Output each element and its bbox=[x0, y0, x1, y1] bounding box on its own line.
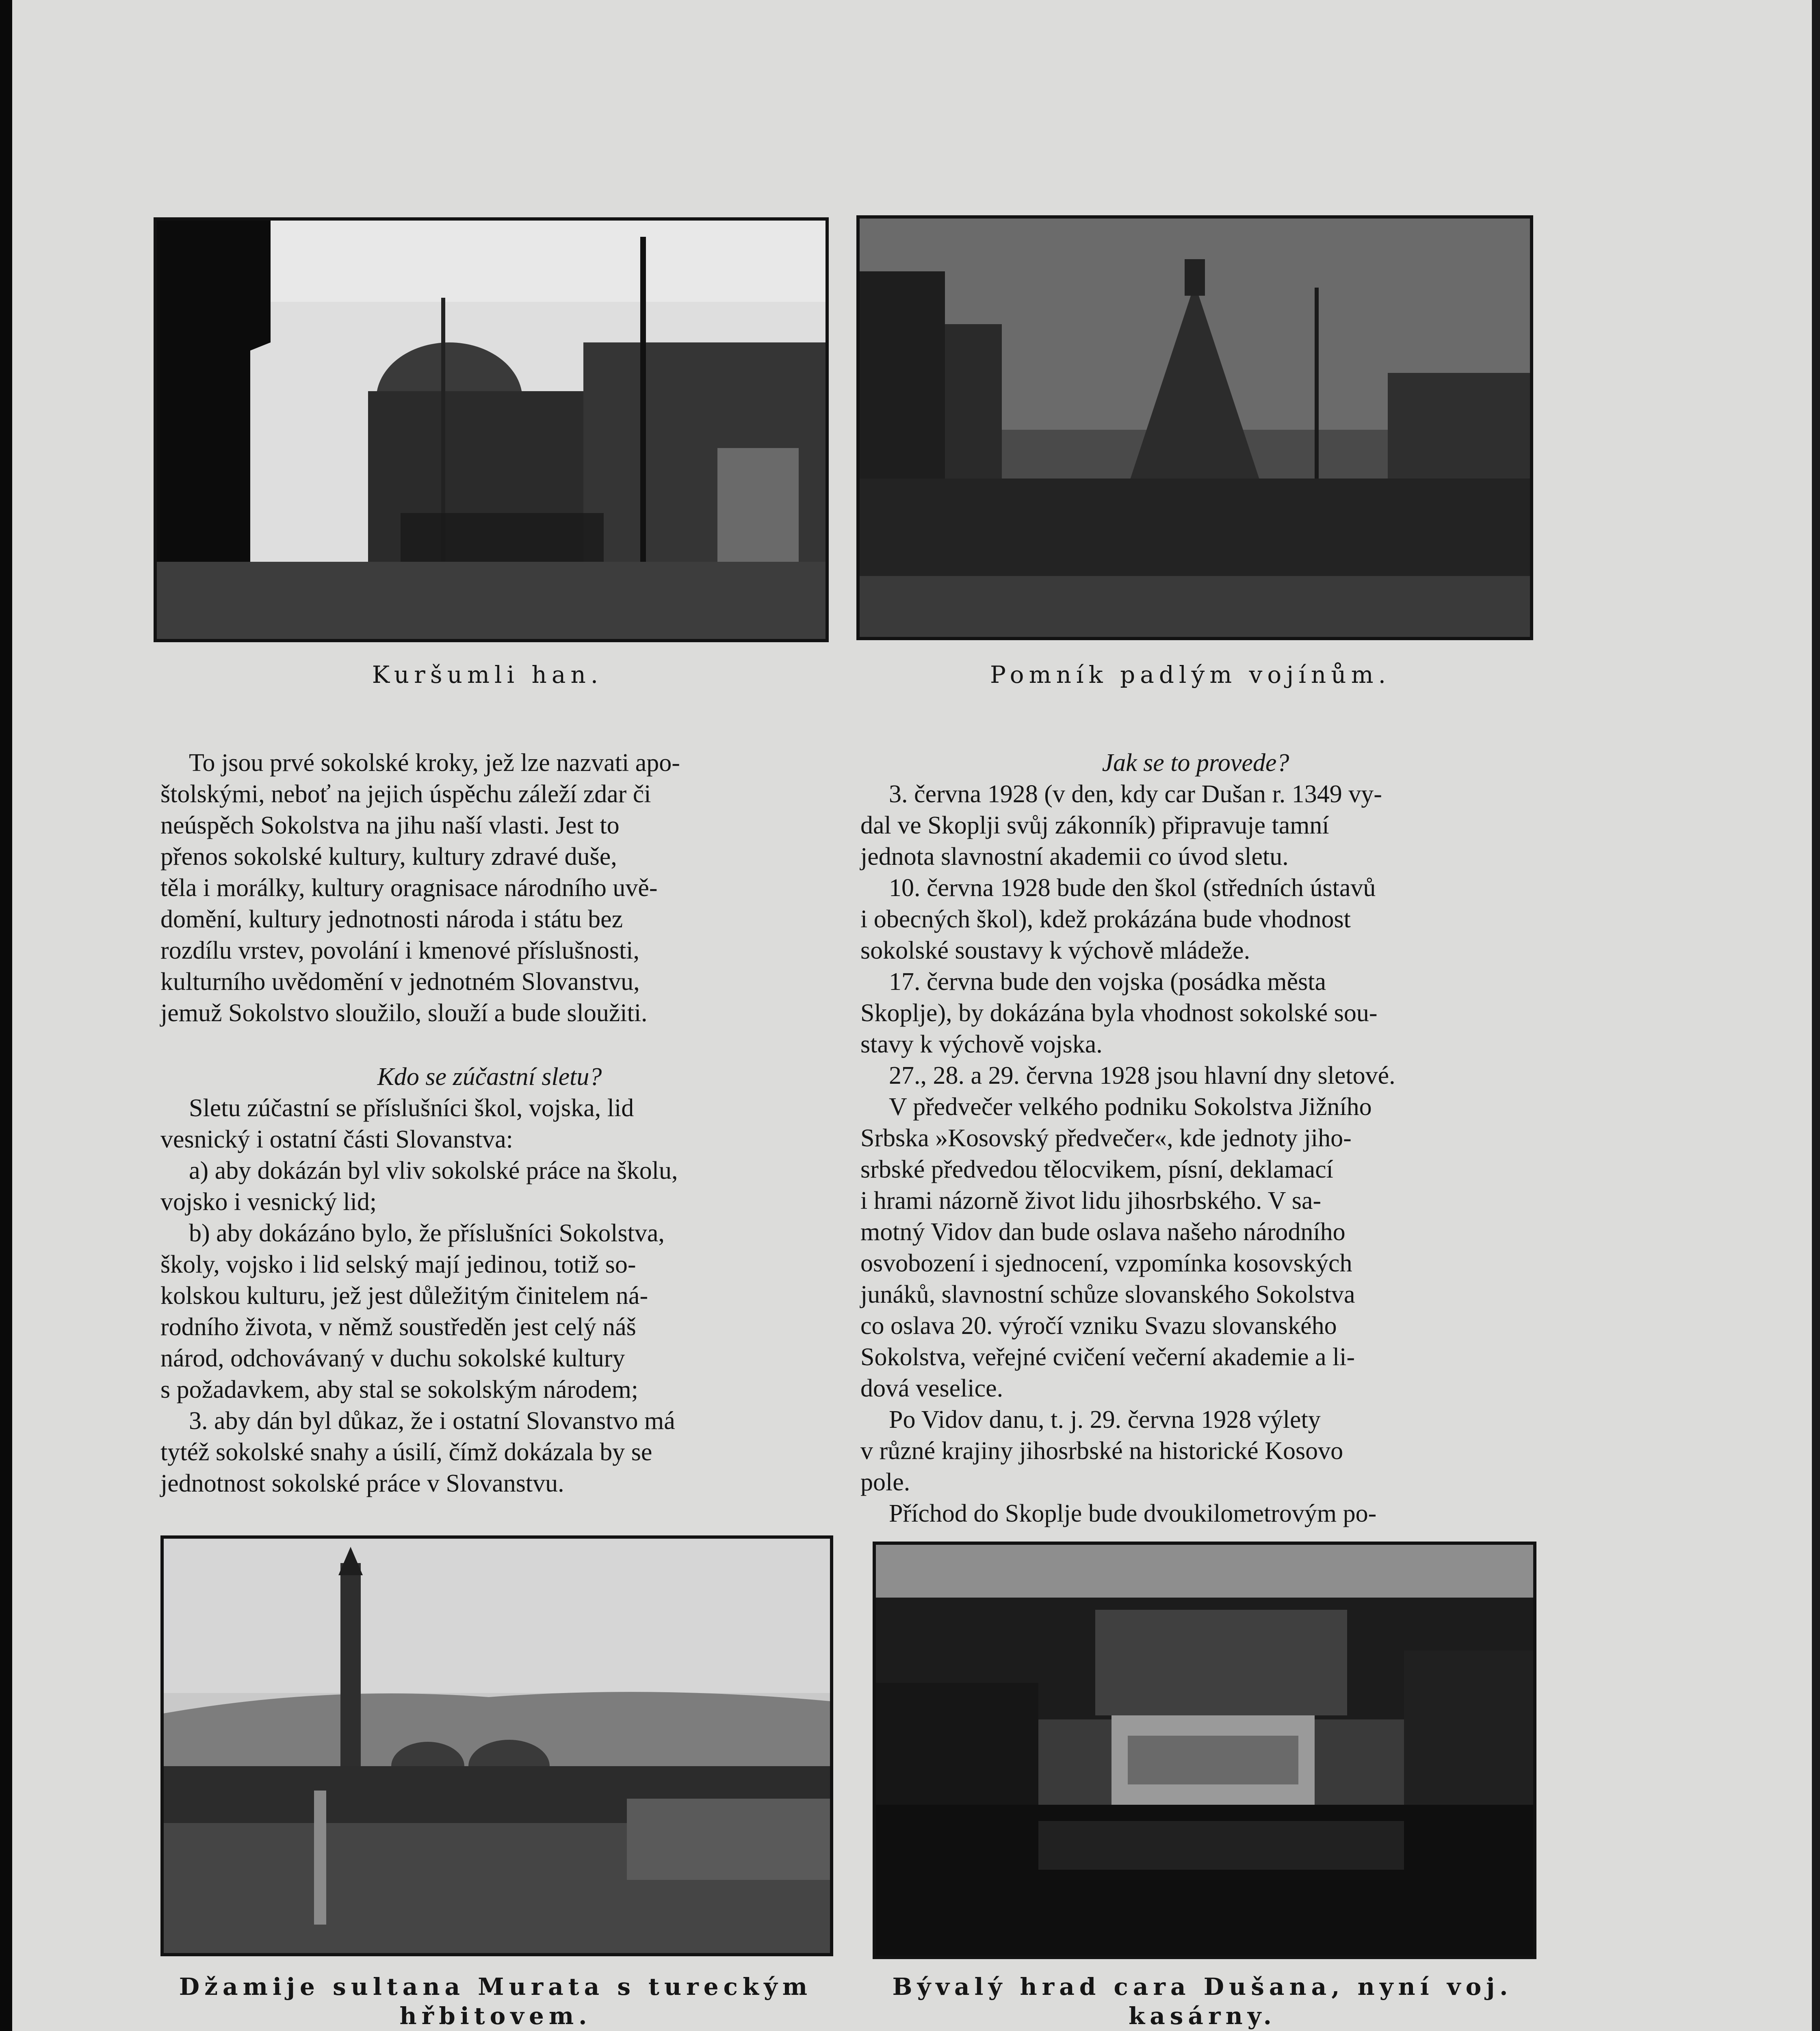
schedule-line: co oslava 20. výročí vzniku Svazu slovanského bbox=[860, 1312, 1337, 1340]
schedule-line: 27., 28. a 29. června 1928 jsou hlavní dny sletové. bbox=[889, 1062, 1395, 1089]
right-column bbox=[860, 747, 1531, 1529]
schedule-line: 17. června bude den vojska (posádka města bbox=[889, 968, 1326, 996]
schedule-line: 10. června 1928 bude den škol (středních ústavů bbox=[889, 874, 1376, 902]
body-line: vojsko i vesnický lid; bbox=[160, 1188, 377, 1216]
photo-hrad bbox=[873, 1542, 1536, 1959]
section-heading-participants: Kdo se zúčastní sletu? bbox=[377, 1063, 602, 1091]
intro-line: neúspěch Sokolstva na jihu naší vlasti. Jest to bbox=[160, 812, 620, 839]
caption-dzamije-line1: Džamije sultana Murata s tureckým bbox=[179, 1973, 812, 2001]
photo-kursumli-han bbox=[154, 217, 829, 642]
schedule-line: Po Vidov danu, t. j. 29. června 1928 výlety bbox=[889, 1406, 1321, 1433]
pomnik-illustration bbox=[860, 219, 1530, 637]
body-line: 3. aby dán byl důkaz, že i ostatní Slovanstvo má bbox=[189, 1407, 675, 1435]
schedule-line: pole. bbox=[860, 1468, 910, 1496]
schedule-line: dal ve Skoplji svůj zákonník) připravuje tamní bbox=[860, 812, 1329, 839]
caption-dzamije bbox=[146, 1972, 845, 2031]
intro-line: přenos sokolské kultury, kultury zdravé duše, bbox=[160, 843, 617, 870]
intro-line: jemuž Sokolstvo sloužilo, slouží a bude sloužiti. bbox=[160, 999, 648, 1027]
schedule-line: dová veselice. bbox=[860, 1375, 1003, 1402]
schedule-line: motný Vidov dan bude oslava našeho národního bbox=[860, 1218, 1346, 1246]
body-line: kolskou kulturu, jež jest důležitým činitelem ná- bbox=[160, 1282, 648, 1310]
body-line: rodního života, v němž soustředěn jest celý náš bbox=[160, 1313, 636, 1341]
body-line: národ, odchovávaný v duchu sokolské kultury bbox=[160, 1345, 625, 1372]
body-line: s požadavkem, aby stal se sokolským národem; bbox=[160, 1376, 639, 1403]
dzamije-illustration bbox=[164, 1539, 830, 1953]
schedule-line: v různé krajiny jihosrbské na historické Kosovo bbox=[860, 1437, 1343, 1465]
caption-hrad-line1: Bývalý hrad cara Dušana, nyní voj. bbox=[892, 1973, 1513, 2001]
kursumli-han-illustration bbox=[157, 221, 826, 639]
schedule-line: Sokolstva, veřejné cvičení večerní akademie a li- bbox=[860, 1343, 1355, 1371]
intro-line: To jsou prvé sokolské kroky, jež lze nazvati apo- bbox=[189, 749, 680, 777]
schedule-line: i obecných škol), kdež prokázána bude vhodnost bbox=[860, 905, 1351, 933]
intro-line: těla i morálky, kultury oragnisace národního uvě- bbox=[160, 874, 658, 902]
intro-line: rozdílu vrstev, povolání i kmenové příslušnosti, bbox=[160, 937, 639, 964]
schedule-line: Srbska »Kosovský předvečer«, kde jednoty jiho- bbox=[860, 1124, 1352, 1152]
caption-pomnik: Pomník padlým vojínům. bbox=[990, 661, 1391, 689]
schedule-line: jednota slavnostní akademii co úvod sletu. bbox=[860, 843, 1289, 870]
scan-border-right bbox=[1812, 0, 1820, 2031]
caption-kursumli-han: Kuršumli han. bbox=[372, 661, 603, 689]
body-line: b) aby dokázáno bylo, že příslušníci Sokolstva, bbox=[189, 1219, 665, 1247]
caption-dzamije-line2: hřbitovem. bbox=[399, 2002, 592, 2030]
scan-border-left bbox=[0, 0, 12, 2031]
hrad-illustration bbox=[876, 1545, 1533, 1956]
schedule-line: Skoplje), by dokázána byla vhodnost sokolské sou- bbox=[860, 999, 1378, 1027]
left-column bbox=[160, 747, 819, 1499]
section-heading-schedule: Jak se to provede? bbox=[1102, 749, 1289, 777]
schedule-line: sokolské soustavy k výchově mládeže. bbox=[860, 937, 1250, 964]
schedule-line: srbské předvedou tělocvikem, písní, deklamací bbox=[860, 1156, 1333, 1183]
caption-hrad-line2: kasárny. bbox=[1129, 2002, 1276, 2030]
body-line: tytéž sokolské snahy a úsilí, čímž dokázala by se bbox=[160, 1438, 652, 1466]
body-line: Sletu zúčastní se příslušníci škol, vojska, lid bbox=[189, 1094, 634, 1122]
schedule-line: osvobození i sjednocení, vzpomínka kosovských bbox=[860, 1249, 1352, 1277]
schedule-line: 3. června 1928 (v den, kdy car Dušan r. 1349 vy- bbox=[889, 780, 1382, 808]
body-line: jednotnost sokolské práce v Slovanstvu. bbox=[160, 1470, 564, 1497]
intro-line: domění, kultury jednotnosti národa i státu bez bbox=[160, 905, 623, 933]
schedule-line: V předvečer velkého podniku Sokolstva Jižního bbox=[889, 1093, 1372, 1121]
body-line: vesnický i ostatní části Slovanstva: bbox=[160, 1126, 513, 1153]
schedule-line: junáků, slavnostní schůze slovanského Sokolstva bbox=[860, 1281, 1355, 1308]
intro-line: štolskými, neboť na jejich úspěchu záleží zdar či bbox=[160, 780, 651, 808]
schedule-line: Příchod do Skoplje bude dvoukilometrovým po- bbox=[889, 1500, 1377, 1527]
intro-line: kulturního uvědomění v jednotném Slovanstvu, bbox=[160, 968, 640, 996]
schedule-line: stavy k výchově vojska. bbox=[860, 1031, 1103, 1058]
body-line: školy, vojsko i lid selský mají jedinou, totiž so- bbox=[160, 1251, 636, 1278]
body-line: a) aby dokázán byl vliv sokolské práce na školu, bbox=[189, 1157, 678, 1184]
photo-pomnik bbox=[856, 215, 1533, 640]
photo-dzamije bbox=[160, 1535, 833, 1956]
schedule-line: i hrami názorně život lidu jihosrbského. V sa- bbox=[860, 1187, 1322, 1215]
caption-hrad bbox=[865, 1972, 1540, 2031]
